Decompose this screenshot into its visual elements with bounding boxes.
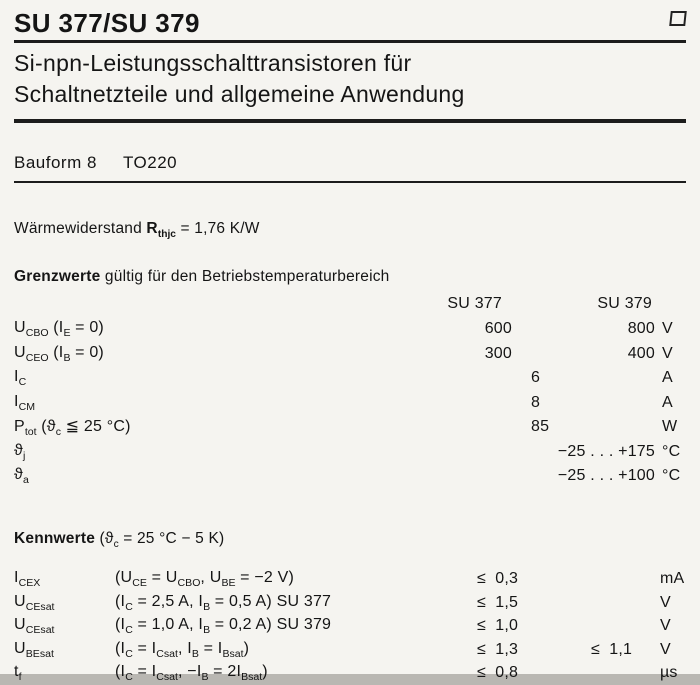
conditions-cell: ($U_{CE} = U_{CBO}$, $U_{BE} = -2$ V) — [115, 569, 295, 590]
bauform-label: Bauform 8 — [14, 153, 97, 172]
symbol-cell: $I_C$ — [14, 368, 27, 389]
symbol-cell: $U_{CBO}$ $(I_E = 0)$ — [14, 319, 104, 340]
unit-cell: °C — [662, 467, 681, 485]
unit-cell: µs — [660, 664, 678, 682]
symbol-cell: $P_{tot}$ ($ϑ_c$ ≦ 25 °C) — [14, 418, 131, 439]
symbol-cell: $I_{CM}$ — [14, 392, 36, 413]
value-su377-cell: 600 — [484, 320, 512, 338]
grenzwerte-table — [14, 317, 686, 489]
kennwerte-heading-bold: Kennwerte — [14, 529, 96, 547]
divider — [14, 181, 686, 183]
unit-cell: V — [662, 344, 673, 362]
limit-su379-cell: ≤ 1,1 — [591, 640, 633, 658]
limit-cell: ≤ 1,5 — [477, 593, 519, 611]
symbol-cell: $ϑ_a$ — [14, 466, 29, 487]
conditions-cell: ($I_C = 1,0$ A, $I_B = 0,2$ A) SU 379 — [115, 616, 332, 637]
conditions-cell: ($I_C = I_{Csat}$, $I_B = I_{Bsat}$) — [115, 639, 250, 661]
table-row — [14, 568, 686, 592]
unit-cell: A — [662, 369, 673, 387]
table-row — [14, 317, 686, 342]
thermal-resistance-line: Wärmewiderstand $R_{thjc} = 1,76$ K/W — [14, 220, 260, 241]
unit-cell: V — [662, 320, 673, 338]
value-su377-cell: 300 — [484, 344, 512, 362]
grenzwerte-heading-bold: Grenzwerte — [14, 268, 101, 286]
divider — [14, 40, 686, 43]
header — [14, 8, 686, 40]
table-row — [14, 415, 686, 440]
table-row — [14, 391, 686, 416]
value-su379-cell: 800 — [627, 320, 655, 338]
table-row — [14, 464, 686, 489]
kennwerte-heading-rest: ($ϑ_c = 25$ °C − 5 K) — [95, 529, 225, 550]
value-su379-cell: 400 — [627, 344, 655, 362]
subtitle — [14, 48, 686, 110]
table-row — [14, 440, 686, 465]
column-header-su379: SU 379 — [597, 295, 652, 313]
unit-cell: °C — [662, 442, 681, 460]
limit-cell: ≤ 0,3 — [477, 570, 519, 588]
conditions-cell: ($I_C = I_{Csat}$, $-I_B = 2I_{Bsat}$) — [115, 663, 268, 684]
table-row — [14, 662, 686, 685]
value-su379-cell: −25 . . . +175 — [557, 442, 655, 460]
symbol-cell: $U_{CEsat}$ — [14, 616, 55, 637]
value-su379-cell: 6 — [531, 369, 541, 387]
table-row — [14, 638, 686, 662]
unit-cell: V — [660, 617, 671, 635]
divider — [14, 119, 686, 123]
page-title: SU 377/SU 379 — [14, 8, 200, 38]
value-su379-cell: 85 — [531, 418, 550, 436]
value-su379-cell: −25 . . . +100 — [557, 467, 655, 485]
limit-cell: ≤ 1,3 — [477, 640, 519, 658]
table-row — [14, 342, 686, 367]
table-row — [14, 591, 686, 615]
symbol-cell: $U_{BEsat}$ — [14, 639, 54, 661]
table-row — [14, 615, 686, 639]
column-header-su377: SU 377 — [447, 295, 502, 313]
symbol-cell: $t_f$ — [14, 663, 22, 684]
limit-cell: ≤ 0,8 — [477, 664, 519, 682]
symbol-cell: $U_{CEsat}$ — [14, 592, 55, 614]
subtitle-line-1: Si-npn-Leistungsschalttransistoren für — [14, 50, 412, 76]
unit-cell: V — [660, 593, 671, 611]
unit-cell: V — [660, 640, 671, 658]
symbol-cell: $ϑ_j$ — [14, 441, 26, 462]
conditions-cell: ($I_C = 2,5$ A, $I_B = 0,5$ A) SU 377 — [115, 592, 332, 614]
symbol-cell: $U_{CEO}$ $(I_B = 0)$ — [14, 343, 104, 364]
bauform-line — [14, 153, 686, 172]
value-su379-cell: 8 — [531, 393, 541, 411]
unit-cell: A — [662, 393, 673, 411]
bauform-value: TO220 — [122, 153, 178, 172]
limit-cell: ≤ 1,0 — [477, 617, 519, 635]
kennwerte-table — [14, 568, 686, 685]
subtitle-line-2: Schaltnetzteile und allgemeine Anwendung — [14, 81, 465, 107]
corner-mark-icon — [669, 11, 687, 26]
table-row — [14, 366, 686, 391]
unit-cell: W — [662, 418, 678, 436]
grenzwerte-column-headers — [14, 294, 686, 314]
grenzwerte-heading-rest: gültig für den Betriebstemperaturbereich — [100, 268, 390, 286]
symbol-cell: $I_{CEX}$ — [14, 569, 41, 590]
kennwerte-heading — [14, 529, 686, 554]
unit-cell: mA — [660, 570, 685, 588]
grenzwerte-heading — [14, 267, 686, 286]
